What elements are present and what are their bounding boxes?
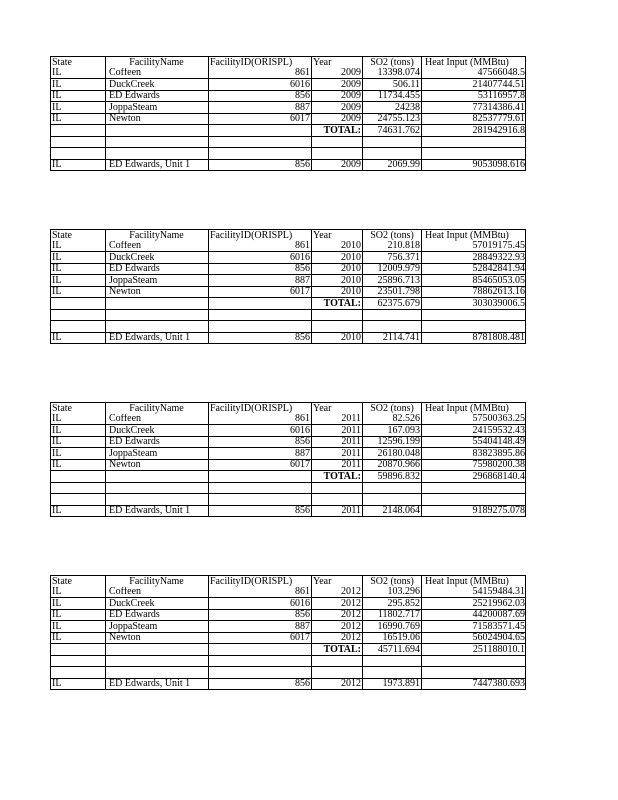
cell-facility-id: 856 <box>209 159 312 171</box>
header-row <box>51 403 526 414</box>
header-state: State <box>51 403 106 414</box>
unit-row <box>51 678 526 690</box>
unit-row <box>51 332 526 344</box>
cell-year: 2010 <box>312 252 363 264</box>
table-row <box>51 587 526 598</box>
header-facility-name: FacilityName <box>106 576 209 587</box>
header-facility-name: FacilityName <box>106 57 209 68</box>
total-so2: 62375.679 <box>363 298 422 310</box>
cell-facility-id: 861 <box>209 587 312 598</box>
table-row <box>51 436 526 448</box>
total-so2: 74631.762 <box>363 125 422 137</box>
header-row <box>51 230 526 241</box>
cell-facility-id: 6016 <box>209 425 312 437</box>
cell-facility: Newton <box>106 459 209 471</box>
cell-facility-id: 6017 <box>209 113 312 125</box>
table-section-2011 <box>50 402 526 517</box>
header-state: State <box>51 57 106 68</box>
cell-so2: 103.296 <box>363 587 422 598</box>
cell-so2: 13398.074 <box>363 68 422 79</box>
cell-facility: JoppaSteam <box>106 621 209 633</box>
cell-facility: DuckCreek <box>106 79 209 91</box>
cell-state: IL <box>51 425 106 437</box>
cell-facility-id: 856 <box>209 332 312 344</box>
cell-facility: Coffeen <box>106 241 209 252</box>
cell-heat-input: 9053098.616 <box>422 159 526 171</box>
cell-heat-input: 53116957.8 <box>422 90 526 102</box>
total-label: TOTAL: <box>312 471 363 483</box>
cell-facility: Newton <box>106 113 209 125</box>
cell-year: 2012 <box>312 609 363 621</box>
cell-facility-id: 861 <box>209 68 312 79</box>
cell-state: IL <box>51 332 106 344</box>
table-section-2010 <box>50 229 526 344</box>
cell-heat-input: 57500363.25 <box>422 414 526 425</box>
cell-facility: Newton <box>106 286 209 298</box>
cell-year: 2012 <box>312 598 363 610</box>
cell-facility: ED Edwards <box>106 90 209 102</box>
blank-row <box>51 321 526 333</box>
cell-heat-input: 82537779.61 <box>422 113 526 125</box>
cell-facility-id: 887 <box>209 102 312 114</box>
cell-heat-input: 55404148.49 <box>422 436 526 448</box>
blank-row <box>51 494 526 506</box>
total-label: TOTAL: <box>312 298 363 310</box>
table-row <box>51 102 526 114</box>
cell-so2: 16990.769 <box>363 621 422 633</box>
cell-so2: 295.852 <box>363 598 422 610</box>
cell-heat-input: 75980200.38 <box>422 459 526 471</box>
cell-so2: 26180.048 <box>363 448 422 460</box>
cell-year: 2010 <box>312 286 363 298</box>
total-row <box>51 298 526 310</box>
blank-row <box>51 667 526 679</box>
cell-year: 2012 <box>312 678 363 690</box>
header-so2: SO2 (tons) <box>363 230 422 241</box>
total-label: TOTAL: <box>312 644 363 656</box>
header-facility-name: FacilityName <box>106 403 209 414</box>
total-row <box>51 125 526 137</box>
blank-row <box>51 136 526 148</box>
cell-facility-id: 887 <box>209 275 312 287</box>
cell-state: IL <box>51 414 106 425</box>
cell-heat-input: 52842841.94 <box>422 263 526 275</box>
cell-state: IL <box>51 609 106 621</box>
cell-heat-input: 57019175.45 <box>422 241 526 252</box>
cell-facility: ED Edwards <box>106 436 209 448</box>
cell-facility-id: 861 <box>209 241 312 252</box>
cell-facility-id: 856 <box>209 263 312 275</box>
header-so2: SO2 (tons) <box>363 576 422 587</box>
blank-row <box>51 148 526 160</box>
cell-heat-input: 9189275.078 <box>422 505 526 517</box>
cell-so2: 210.818 <box>363 241 422 252</box>
cell-facility-id: 887 <box>209 448 312 460</box>
total-row <box>51 644 526 656</box>
cell-so2: 506.11 <box>363 79 422 91</box>
blank-row <box>51 655 526 667</box>
header-year: Year <box>312 230 363 241</box>
cell-year: 2009 <box>312 90 363 102</box>
total-heat-input: 251188010.1 <box>422 644 526 656</box>
cell-year: 2011 <box>312 459 363 471</box>
cell-so2: 82.526 <box>363 414 422 425</box>
table-row <box>51 598 526 610</box>
cell-state: IL <box>51 286 106 298</box>
cell-state: IL <box>51 436 106 448</box>
table-section-2012 <box>50 575 526 690</box>
cell-so2: 11802.717 <box>363 609 422 621</box>
cell-state: IL <box>51 263 106 275</box>
cell-state: IL <box>51 90 106 102</box>
cell-state: IL <box>51 459 106 471</box>
cell-facility: JoppaSteam <box>106 102 209 114</box>
cell-heat-input: 85465053.05 <box>422 275 526 287</box>
cell-so2: 23501.798 <box>363 286 422 298</box>
cell-year: 2010 <box>312 332 363 344</box>
header-heat-input: Heat Input (MMBtu) <box>422 57 526 68</box>
table-row <box>51 609 526 621</box>
cell-state: IL <box>51 587 106 598</box>
table-row <box>51 241 526 252</box>
cell-state: IL <box>51 79 106 91</box>
table-row <box>51 621 526 633</box>
cell-heat-input: 44200087.69 <box>422 609 526 621</box>
table-row <box>51 263 526 275</box>
cell-heat-input: 8781808.481 <box>422 332 526 344</box>
cell-so2: 756.371 <box>363 252 422 264</box>
cell-state: IL <box>51 113 106 125</box>
table-row <box>51 68 526 79</box>
cell-so2: 2069.99 <box>363 159 422 171</box>
cell-year: 2010 <box>312 241 363 252</box>
cell-state: IL <box>51 68 106 79</box>
cell-facility: Coffeen <box>106 587 209 598</box>
header-year: Year <box>312 576 363 587</box>
cell-state: IL <box>51 102 106 114</box>
cell-facility: ED Edwards, Unit 1 <box>106 505 209 517</box>
cell-heat-input: 21407744.51 <box>422 79 526 91</box>
cell-facility: ED Edwards <box>106 263 209 275</box>
cell-heat-input: 56024904.65 <box>422 632 526 644</box>
cell-facility-id: 856 <box>209 436 312 448</box>
cell-year: 2011 <box>312 425 363 437</box>
cell-state: IL <box>51 448 106 460</box>
cell-heat-input: 25219962.03 <box>422 598 526 610</box>
cell-state: IL <box>51 241 106 252</box>
table-row <box>51 113 526 125</box>
cell-facility-id: 856 <box>209 609 312 621</box>
table-section-2009 <box>50 56 526 171</box>
unit-row <box>51 505 526 517</box>
cell-heat-input: 78862613.16 <box>422 286 526 298</box>
cell-year: 2012 <box>312 621 363 633</box>
cell-heat-input: 54159484.31 <box>422 587 526 598</box>
cell-year: 2010 <box>312 263 363 275</box>
cell-state: IL <box>51 598 106 610</box>
cell-facility-id: 6016 <box>209 79 312 91</box>
header-state: State <box>51 230 106 241</box>
blank-row <box>51 482 526 494</box>
header-heat-input: Heat Input (MMBtu) <box>422 576 526 587</box>
cell-heat-input: 28849322.93 <box>422 252 526 264</box>
cell-so2: 11734.455 <box>363 90 422 102</box>
cell-heat-input: 77314386.41 <box>422 102 526 114</box>
cell-year: 2011 <box>312 436 363 448</box>
total-row <box>51 471 526 483</box>
table-row <box>51 459 526 471</box>
cell-facility: Coffeen <box>106 414 209 425</box>
cell-year: 2009 <box>312 79 363 91</box>
table-row <box>51 414 526 425</box>
cell-facility: ED Edwards, Unit 1 <box>106 678 209 690</box>
cell-heat-input: 7447380.693 <box>422 678 526 690</box>
table-row <box>51 286 526 298</box>
total-label: TOTAL: <box>312 125 363 137</box>
header-heat-input: Heat Input (MMBtu) <box>422 403 526 414</box>
cell-facility: JoppaSteam <box>106 448 209 460</box>
cell-so2: 12596.199 <box>363 436 422 448</box>
cell-facility-id: 856 <box>209 678 312 690</box>
cell-heat-input: 83823895.86 <box>422 448 526 460</box>
total-so2: 45711.694 <box>363 644 422 656</box>
cell-heat-input: 47566048.5 <box>422 68 526 79</box>
header-facility-id: FacilityID(ORISPL) <box>209 403 312 414</box>
cell-facility: ED Edwards <box>106 609 209 621</box>
cell-year: 2010 <box>312 275 363 287</box>
cell-year: 2009 <box>312 102 363 114</box>
table-row <box>51 632 526 644</box>
cell-state: IL <box>51 632 106 644</box>
table-row <box>51 79 526 91</box>
header-heat-input: Heat Input (MMBtu) <box>422 230 526 241</box>
cell-facility-id: 6017 <box>209 286 312 298</box>
cell-year: 2009 <box>312 159 363 171</box>
cell-state: IL <box>51 678 106 690</box>
cell-facility: DuckCreek <box>106 425 209 437</box>
cell-so2: 167.093 <box>363 425 422 437</box>
cell-so2: 20870.966 <box>363 459 422 471</box>
total-heat-input: 303039006.5 <box>422 298 526 310</box>
table-row <box>51 275 526 287</box>
cell-heat-input: 24159532.43 <box>422 425 526 437</box>
total-heat-input: 296868140.4 <box>422 471 526 483</box>
cell-year: 2011 <box>312 448 363 460</box>
cell-facility: ED Edwards, Unit 1 <box>106 159 209 171</box>
cell-so2: 1973.891 <box>363 678 422 690</box>
header-year: Year <box>312 57 363 68</box>
cell-so2: 16519.06 <box>363 632 422 644</box>
cell-state: IL <box>51 275 106 287</box>
header-facility-id: FacilityID(ORISPL) <box>209 230 312 241</box>
blank-row <box>51 309 526 321</box>
header-state: State <box>51 576 106 587</box>
cell-facility-id: 6016 <box>209 598 312 610</box>
header-year: Year <box>312 403 363 414</box>
cell-so2: 2114.741 <box>363 332 422 344</box>
cell-year: 2009 <box>312 68 363 79</box>
cell-facility-id: 856 <box>209 90 312 102</box>
header-so2: SO2 (tons) <box>363 403 422 414</box>
cell-state: IL <box>51 159 106 171</box>
header-facility-id: FacilityID(ORISPL) <box>209 576 312 587</box>
cell-facility: DuckCreek <box>106 598 209 610</box>
cell-facility: Newton <box>106 632 209 644</box>
table-row <box>51 90 526 102</box>
cell-so2: 2148.064 <box>363 505 422 517</box>
cell-year: 2009 <box>312 113 363 125</box>
cell-facility: JoppaSteam <box>106 275 209 287</box>
header-facility-name: FacilityName <box>106 230 209 241</box>
table-row <box>51 252 526 264</box>
cell-so2: 24755.123 <box>363 113 422 125</box>
cell-facility: ED Edwards, Unit 1 <box>106 332 209 344</box>
cell-state: IL <box>51 505 106 517</box>
cell-year: 2011 <box>312 505 363 517</box>
cell-so2: 24238 <box>363 102 422 114</box>
cell-year: 2011 <box>312 414 363 425</box>
cell-facility-id: 861 <box>209 414 312 425</box>
cell-state: IL <box>51 621 106 633</box>
cell-so2: 25896.713 <box>363 275 422 287</box>
header-facility-id: FacilityID(ORISPL) <box>209 57 312 68</box>
header-row <box>51 57 526 68</box>
header-row <box>51 576 526 587</box>
cell-facility: DuckCreek <box>106 252 209 264</box>
cell-year: 2012 <box>312 632 363 644</box>
cell-facility-id: 6017 <box>209 632 312 644</box>
table-row <box>51 448 526 460</box>
cell-facility-id: 6016 <box>209 252 312 264</box>
cell-year: 2012 <box>312 587 363 598</box>
total-so2: 59896.832 <box>363 471 422 483</box>
unit-row <box>51 159 526 171</box>
cell-facility: Coffeen <box>106 68 209 79</box>
cell-heat-input: 71583571.45 <box>422 621 526 633</box>
cell-facility-id: 6017 <box>209 459 312 471</box>
header-so2: SO2 (tons) <box>363 57 422 68</box>
table-row <box>51 425 526 437</box>
cell-facility-id: 887 <box>209 621 312 633</box>
cell-so2: 12009.979 <box>363 263 422 275</box>
cell-state: IL <box>51 252 106 264</box>
cell-facility-id: 856 <box>209 505 312 517</box>
total-heat-input: 281942916.8 <box>422 125 526 137</box>
